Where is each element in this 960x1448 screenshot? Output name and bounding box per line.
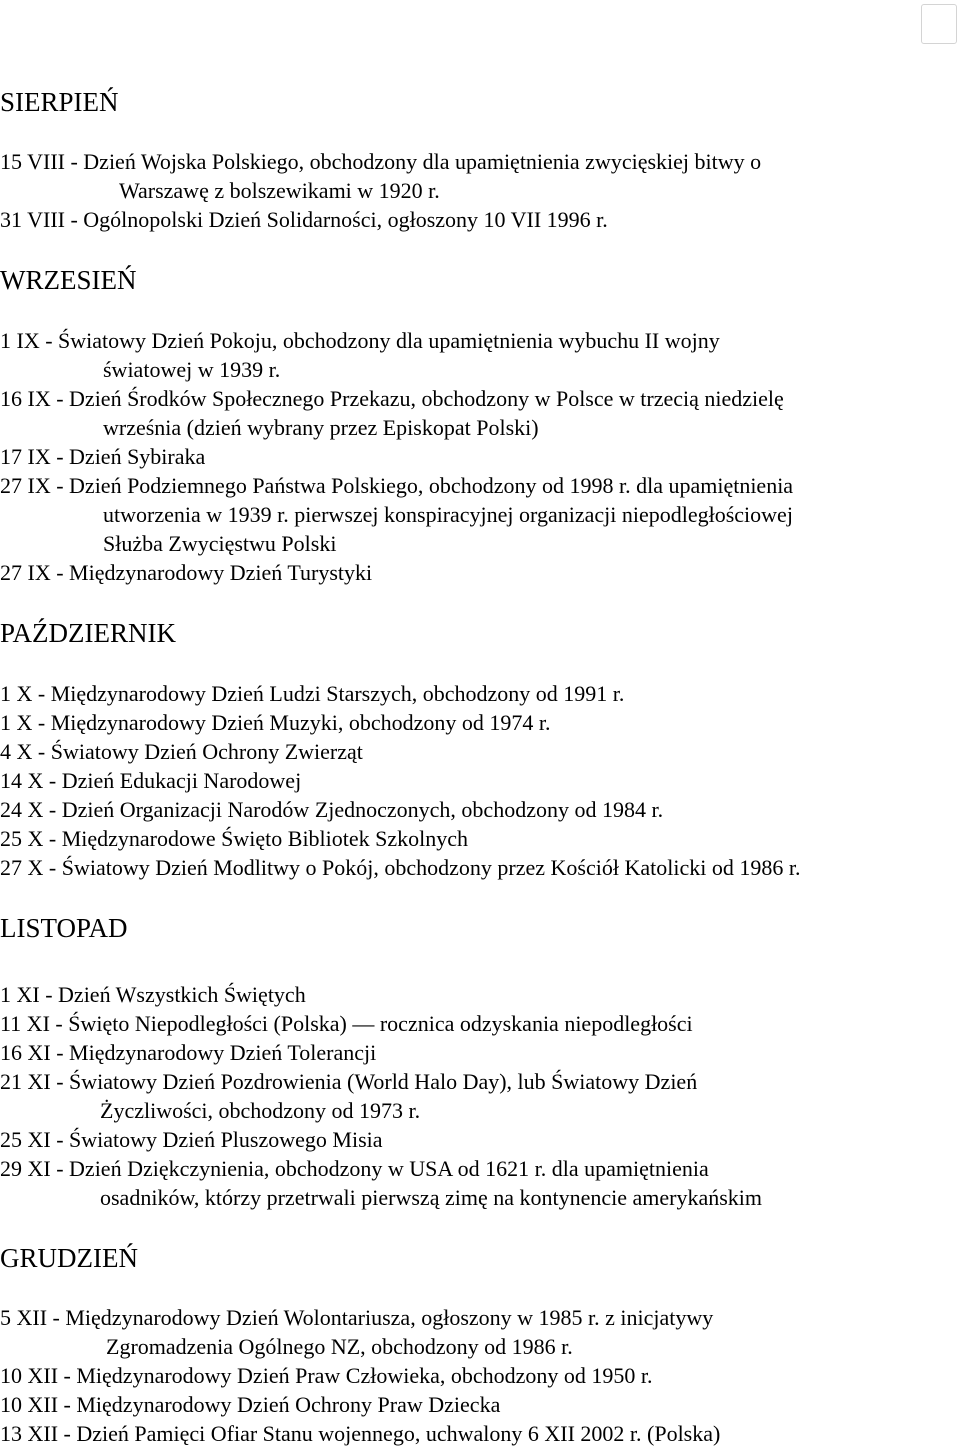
section-heading: WRZESIEŃ	[0, 265, 137, 295]
list-item-continuation: Służba Zwycięstwu Polski	[103, 531, 337, 556]
list-item: 15 VIII - Dzień Wojska Polskiego, obchodzony dla upamiętnienia zwycięskiej bitwy o	[0, 149, 762, 174]
list-item: 25 X - Międzynarodowe Święto Bibliotek Szkolnych	[0, 826, 469, 851]
list-item: 1 IX - Światowy Dzień Pokoju, obchodzony dla upamiętnienia wybuchu II wojny	[0, 328, 720, 353]
list-item: 10 XII - Międzynarodowy Dzień Ochrony Praw Dziecka	[0, 1392, 501, 1417]
list-item-continuation: osadników, którzy przetrwali pierwszą zimę na kontynencie amerykańskim	[100, 1185, 763, 1210]
list-item: 4 X - Światowy Dzień Ochrony Zwierząt	[0, 739, 363, 764]
list-item-continuation: światowej w 1939 r.	[103, 357, 281, 382]
list-item: 16 IX - Dzień Środków Społecznego Przekazu, obchodzony w Polsce w trzecią niedzielę	[0, 386, 784, 411]
list-item: 21 XI - Światowy Dzień Pozdrowienia (World Halo Day), lub Światowy Dzień	[0, 1069, 698, 1094]
section-heading: GRUDZIEŃ	[0, 1243, 138, 1273]
list-item: 25 XI - Światowy Dzień Pluszowego Misia	[0, 1127, 383, 1152]
list-item-continuation: września (dzień wybrany przez Episkopat Polski)	[103, 415, 539, 440]
list-item: 1 X - Międzynarodowy Dzień Ludzi Starszych, obchodzony od 1991 r.	[0, 681, 625, 706]
list-item-continuation: Życzliwości, obchodzony od 1973 r.	[100, 1098, 421, 1123]
list-item: 14 X - Dzień Edukacji Narodowej	[0, 768, 302, 793]
list-item: 27 IX - Dzień Podziemnego Państwa Polskiego, obchodzony od 1998 r. dla upamiętnienia	[0, 473, 794, 498]
list-item: 29 XI - Dzień Dziękczynienia, obchodzony w USA od 1621 r. dla upamiętnienia	[0, 1156, 709, 1181]
list-item-continuation: Zgromadzenia Ogólnego NZ, obchodzony od 1986 r.	[106, 1334, 573, 1359]
list-item: 13 XII - Dzień Pamięci Ofiar Stanu wojennego, uchwalony 6 XII 2002 r. (Polska)	[0, 1421, 721, 1446]
list-item: 16 XI - Międzynarodowy Dzień Tolerancji	[0, 1040, 377, 1065]
list-item: 11 XI - Święto Niepodległości (Polska) — rocznica odzyskania niepodległości	[0, 1011, 693, 1036]
list-item: 5 XII - Międzynarodowy Dzień Wolontariusza, ogłoszony w 1985 r. z inicjatywy	[0, 1305, 714, 1330]
section-heading: LISTOPAD	[0, 913, 128, 943]
section-heading: SIERPIEŃ	[0, 87, 119, 117]
list-item: 1 X - Międzynarodowy Dzień Muzyki, obchodzony od 1974 r.	[0, 710, 551, 735]
list-item-continuation: utworzenia w 1939 r. pierwszej konspiracyjnej organizacji niepodległościowej	[103, 502, 793, 527]
list-item: 10 XII - Międzynarodowy Dzień Praw Człowieka, obchodzony od 1950 r.	[0, 1363, 653, 1388]
list-item: 24 X - Dzień Organizacji Narodów Zjednoczonych, obchodzony od 1984 r.	[0, 797, 664, 822]
list-item: 27 X - Światowy Dzień Modlitwy o Pokój, obchodzony przez Kościół Katolicki od 1986 r.	[0, 855, 801, 880]
list-item-continuation: Warszawę z bolszewikami w 1920 r.	[119, 178, 440, 203]
list-item: 27 IX - Międzynarodowy Dzień Turystyki	[0, 560, 373, 585]
list-item: 31 VIII - Ogólnopolski Dzień Solidarności, ogłoszony 10 VII 1996 r.	[0, 207, 608, 232]
section-heading: PAŹDZIERNIK	[0, 618, 177, 648]
list-item: 1 XI - Dzień Wszystkich Świętych	[0, 982, 306, 1007]
list-item: 17 IX - Dzień Sybiraka	[0, 444, 206, 469]
corner-box	[921, 4, 957, 44]
